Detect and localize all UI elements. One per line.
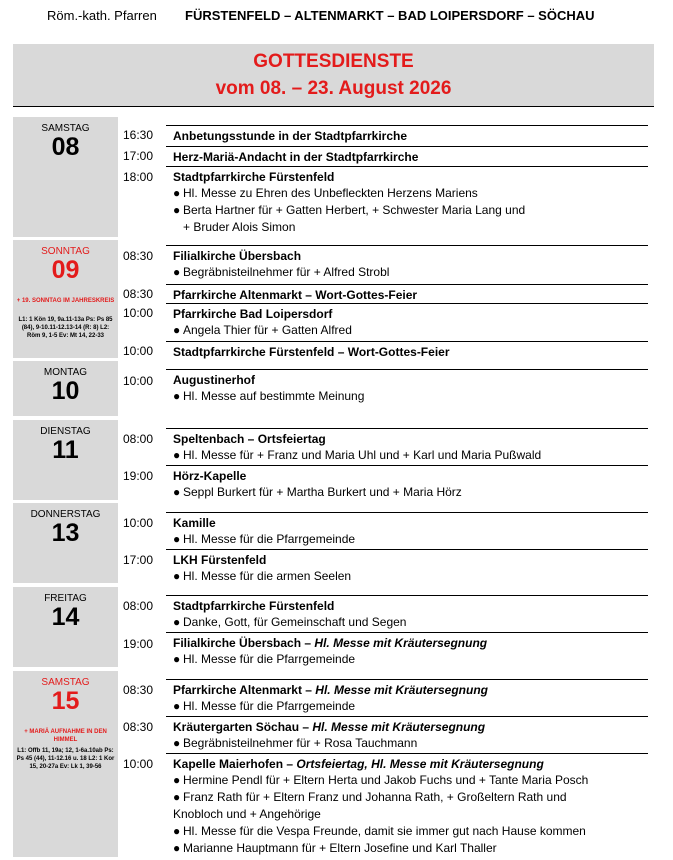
list-item: ● Hl. Messe für die Pfarrgemeinde [173, 699, 356, 713]
event [166, 428, 648, 464]
event-time: 10:00 [123, 344, 154, 358]
day-box [13, 503, 118, 583]
list-item: ● Begräbnisteilnehmer für + Rosa Tauchmann [173, 736, 418, 750]
list-item: ● Hl. Messe für die Pfarrgemeinde [173, 532, 356, 546]
bullet-icon: ● [173, 652, 181, 666]
bullet-icon: ● [173, 824, 181, 838]
list-item: ● Danke, Gott, für Gemeinschaft und Segen [173, 615, 407, 629]
readings: L1: 1 Kön 19, 9a.11-13a Ps: Ps 85 (84), 9-10.11-12.13-14 (R: 8) L2: Röm 9, 1-5 Ev: Mt 14, 22-33 [18, 317, 113, 339]
event [166, 465, 648, 501]
event [166, 369, 648, 405]
title-banner [13, 44, 654, 107]
bullet-icon: ● [173, 389, 181, 403]
event [166, 512, 648, 548]
bullet-icon: ● [173, 569, 181, 583]
day-box [13, 240, 118, 358]
list-item: ● Franz Rath für + Eltern Franz und Johanna Rath, + Großeltern Rath und [173, 790, 567, 804]
event-title: Kräutergarten Söchau – Hl. Messe mit Kräutersegnung [173, 720, 486, 734]
event [166, 245, 648, 281]
list-item-continued: + Bruder Alois Simon [183, 220, 296, 234]
event-time: 16:30 [123, 128, 154, 142]
day-date: 13 [51, 519, 80, 547]
event-title: Stadtpfarrkirche Fürstenfeld – Wort-Gottes-Feier [173, 345, 450, 359]
event [166, 595, 648, 631]
bullet-icon: ● [173, 841, 181, 855]
bullet-icon: ● [173, 448, 181, 462]
event [166, 632, 648, 668]
day-date: 09 [51, 256, 80, 284]
day-box [13, 671, 118, 857]
list-item: ● Hl. Messe für die Pfarrgemeinde [173, 652, 356, 666]
list-item: ● Hl. Messe zu Ehren des Unbefleckten Herzens Mariens [173, 186, 478, 200]
list-item: ● Berta Hartner für + Gatten Herbert, + Schwester Maria Lang und [173, 203, 526, 217]
event-time: 10:00 [123, 306, 154, 320]
day-name: DIENSTAG [40, 426, 91, 437]
day-name: FREITAG [44, 593, 87, 604]
event-time: 08:30 [123, 287, 154, 301]
event-title: Augustinerhof [173, 373, 255, 387]
bullet-icon: ● [173, 615, 181, 629]
readings: L1: Offb 11, 19a; 12, 1-6a.10ab Ps: Ps 45 (44), 11-12.16 u. 18 L2: 1 Kor 15, 20-27a Ev: Lk 1, 39-56 [16, 748, 115, 770]
event [166, 125, 648, 144]
day-name: SAMSTAG [41, 123, 90, 134]
event [166, 341, 648, 360]
bullet-icon: ● [173, 532, 181, 546]
feast-label: + 19. SONNTAG IM JAHRESKREIS [16, 298, 115, 304]
event-title: Stadtpfarrkirche Fürstenfeld [173, 599, 335, 613]
event [166, 549, 648, 585]
date-range: vom 08. – 23. August 2026 [215, 78, 452, 99]
list-item: ● Begräbnisteilnehmer für + Alfred Strobl [173, 265, 390, 279]
bullet-icon: ● [173, 323, 181, 337]
feast-label: + MARIÄ AUFNAHME IN DEN HIMMEL [24, 729, 107, 743]
event-title: Filialkirche Übersbach – Hl. Messe mit Kräutersegnung [173, 636, 488, 650]
list-item: ● Seppl Burkert für + Martha Burkert und + Maria Hörz [173, 485, 462, 499]
event-title: Pfarrkirche Altenmarkt – Hl. Messe mit Kräutersegnung [173, 683, 489, 697]
day-box [13, 587, 118, 667]
event-time: 17:00 [123, 553, 154, 567]
bullet-icon: ● [173, 699, 181, 713]
parishes-prefix: Röm.-kath. Pfarren [47, 8, 157, 23]
day-date: 14 [51, 603, 80, 631]
event-time: 08:30 [123, 683, 154, 697]
event-title: Pfarrkirche Bad Loipersdorf [173, 307, 333, 321]
event-time: 19:00 [123, 469, 154, 483]
bullet-icon: ● [173, 790, 181, 804]
event-title: Pfarrkirche Altenmarkt – Wort-Gottes-Feier [173, 288, 418, 302]
event-title: Herz-Mariä-Andacht in der Stadtpfarrkirche [173, 150, 419, 164]
bullet-icon: ● [173, 773, 181, 787]
event-time: 08:00 [123, 599, 154, 613]
parishes-list: FÜRSTENFELD – ALTENMARKT – BAD LOIPERSDORF – SÖCHAU [185, 8, 595, 23]
bullet-icon: ● [173, 203, 181, 217]
event [166, 753, 648, 857]
list-item: ● Angela Thier für + Gatten Alfred [173, 323, 352, 337]
day-box [13, 420, 118, 500]
bullet-icon: ● [173, 265, 181, 279]
event [166, 284, 648, 303]
day-box [13, 117, 118, 237]
event-title: Anbetungsstunde in der Stadtpfarrkirche [173, 129, 408, 143]
event-time: 10:00 [123, 516, 154, 530]
event-title: Stadtpfarrkirche Fürstenfeld [173, 170, 335, 184]
day-name: SAMSTAG [41, 677, 90, 688]
list-item: ● Hl. Messe auf bestimmte Meinung [173, 389, 365, 403]
event-time: 10:00 [123, 757, 154, 771]
event-time: 19:00 [123, 637, 154, 651]
event [166, 679, 648, 715]
event-title: Kamille [173, 516, 216, 530]
event [166, 166, 648, 236]
day-box [13, 361, 118, 416]
event-title: Kapelle Maierhofen – Ortsfeiertag, Hl. Messe mit Kräutersegnung [173, 757, 544, 771]
event-title: Speltenbach – Ortsfeiertag [173, 432, 326, 446]
day-name: MONTAG [43, 367, 88, 378]
day-date: 11 [52, 436, 79, 464]
event-time: 08:30 [123, 249, 154, 263]
page-title: GOTTESDIENSTE [253, 51, 414, 72]
list-item: ● Hl. Messe für + Franz und Maria Uhl und + Karl und Maria Pußwald [173, 448, 542, 462]
event [166, 146, 648, 165]
list-item: ● Hermine Pendl für + Eltern Herta und Jakob Fuchs und + Tante Maria Posch [173, 773, 589, 787]
event-title: Filialkirche Übersbach [173, 249, 302, 263]
list-item: ● Hl. Messe für die Vespa Freunde, damit sie immer gut nach Hause kommen [173, 824, 586, 838]
event-time: 18:00 [123, 170, 154, 184]
day-name: DONNERSTAG [30, 509, 101, 520]
event-time: 10:00 [123, 374, 154, 388]
list-item: ● Hl. Messe für die armen Seelen [173, 569, 352, 583]
day-date: 08 [51, 133, 80, 161]
list-item-continued: Knobloch und + Angehörige [173, 807, 321, 821]
day-name: SONNTAG [41, 246, 90, 257]
day-date: 15 [51, 687, 80, 715]
event-time: 08:00 [123, 432, 154, 446]
event [166, 716, 648, 752]
event-time: 08:30 [123, 720, 154, 734]
day-date: 10 [51, 377, 80, 405]
event-title: LKH Fürstenfeld [173, 553, 267, 567]
event-time: 17:00 [123, 149, 154, 163]
bullet-icon: ● [173, 485, 181, 499]
bullet-icon: ● [173, 186, 181, 200]
event-title: Hörz-Kapelle [173, 469, 247, 483]
bullet-icon: ● [173, 736, 181, 750]
list-item: ● Marianne Hauptmann für + Eltern Josefine und Karl Thaller [173, 841, 497, 855]
event [166, 303, 648, 339]
